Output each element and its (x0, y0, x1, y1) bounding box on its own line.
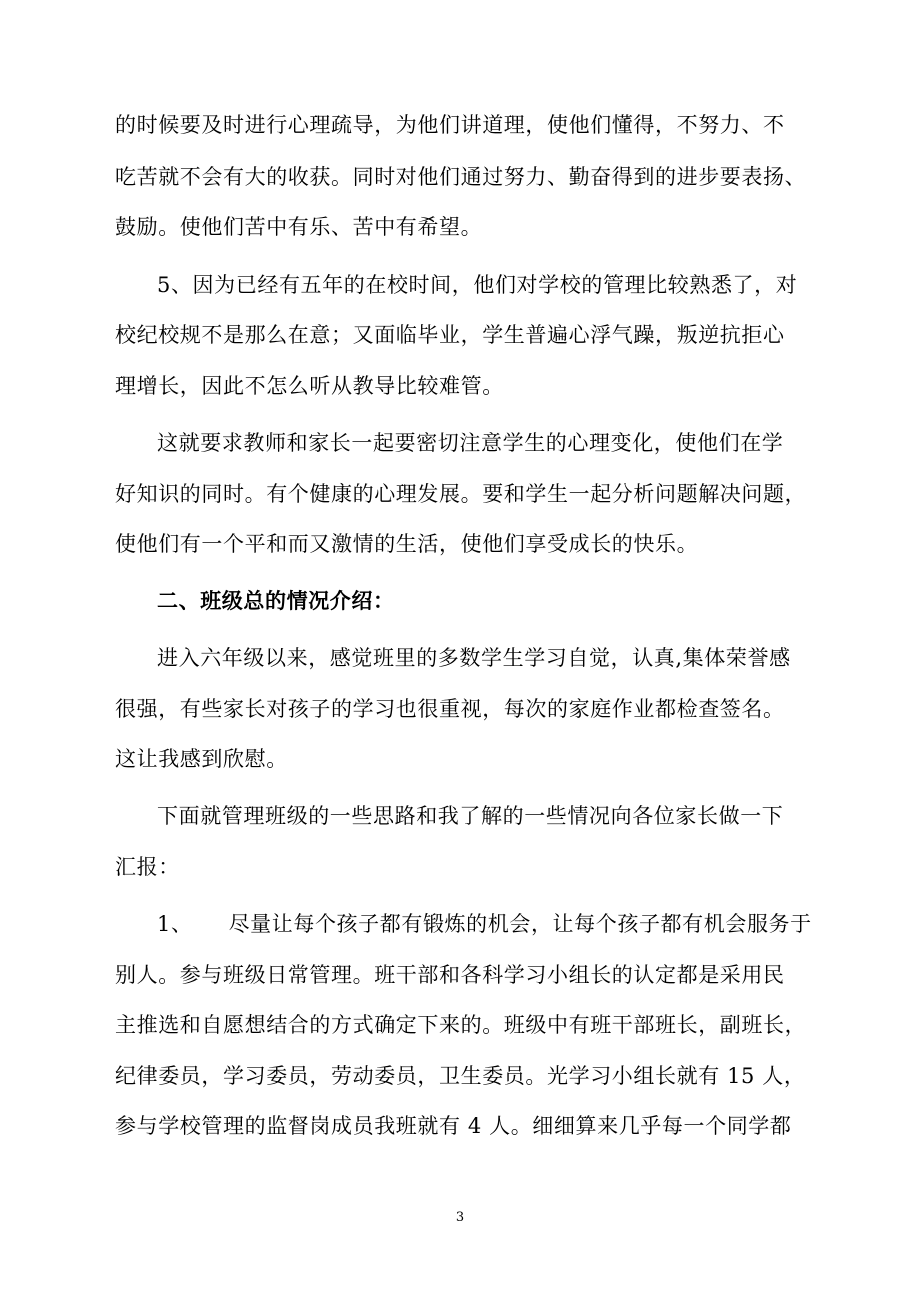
paragraph-line: 纪律委员，学习委员，劳动委员，卫生委员。光学习小组长就有 15 人， (115, 1064, 806, 1088)
paragraph-line: 5、因为已经有五年的在校时间，他们对学校的管理比较熟悉了，对 (157, 273, 798, 297)
paragraph-line: 主推选和自愿想结合的方式确定下来的。班级中有班干部班长，副班长， (115, 1013, 807, 1037)
paragraph-line: 吃苦就不会有大的收获。同时对他们通过努力、勤奋得到的进步要表扬、 (115, 165, 807, 189)
paragraph-line: 下面就管理班级的一些思路和我了解的一些情况向各位家长做一下 (157, 804, 784, 828)
paragraph-line: 理增长，因此不怎么听从教导比较难管。 (115, 374, 504, 398)
paragraph-line: 的时候要及时进行心理疏导，为他们讲道理，使他们懂得，不努力、不 (115, 113, 785, 137)
numbered-item-first-line (157, 910, 812, 938)
paragraph-line: 很强，有些家长对孩子的学习也很重视，每次的家庭作业都检查签名。 (115, 697, 785, 721)
item-number: 1、 (157, 912, 193, 936)
page-number: 3 (455, 1210, 465, 1225)
paragraph-line: 汇报： (115, 855, 180, 879)
paragraph-line: 这让我感到欣慰。 (115, 747, 288, 771)
paragraph-line: 别人。参与班级日常管理。班干部和各科学习小组长的认定都是采用民 (115, 963, 785, 987)
paragraph-line: 校纪校规不是那么在意；又面临毕业，学生普遍心浮气躁，叛逆抗拒心 (115, 323, 785, 347)
paragraph-line: 好知识的同时。有个健康的心理发展。要和学生一起分析问题解决问题， (115, 482, 807, 506)
item-text: 尽量让每个孩子都有锻炼的机会，让每个孩子都有机会服务于 (228, 912, 812, 936)
paragraph-line: 鼓励。使他们苦中有乐、苦中有希望。 (115, 215, 483, 239)
section-heading: 二、班级总的情况介绍： (157, 588, 395, 613)
paragraph-line: 这就要求教师和家长一起要密切注意学生的心理变化，使他们在学 (157, 431, 784, 455)
paragraph-line: 参与学校管理的监督岗成员我班就有 4 人。细细算来几乎每一个同学都 (115, 1114, 792, 1138)
paragraph-line: 使他们有一个平和而又激情的生活，使他们享受成长的快乐。 (115, 532, 699, 556)
paragraph-line: 进入六年级以来，感觉班里的多数学生学习自觉，认真,集体荣誉感 (157, 646, 791, 670)
